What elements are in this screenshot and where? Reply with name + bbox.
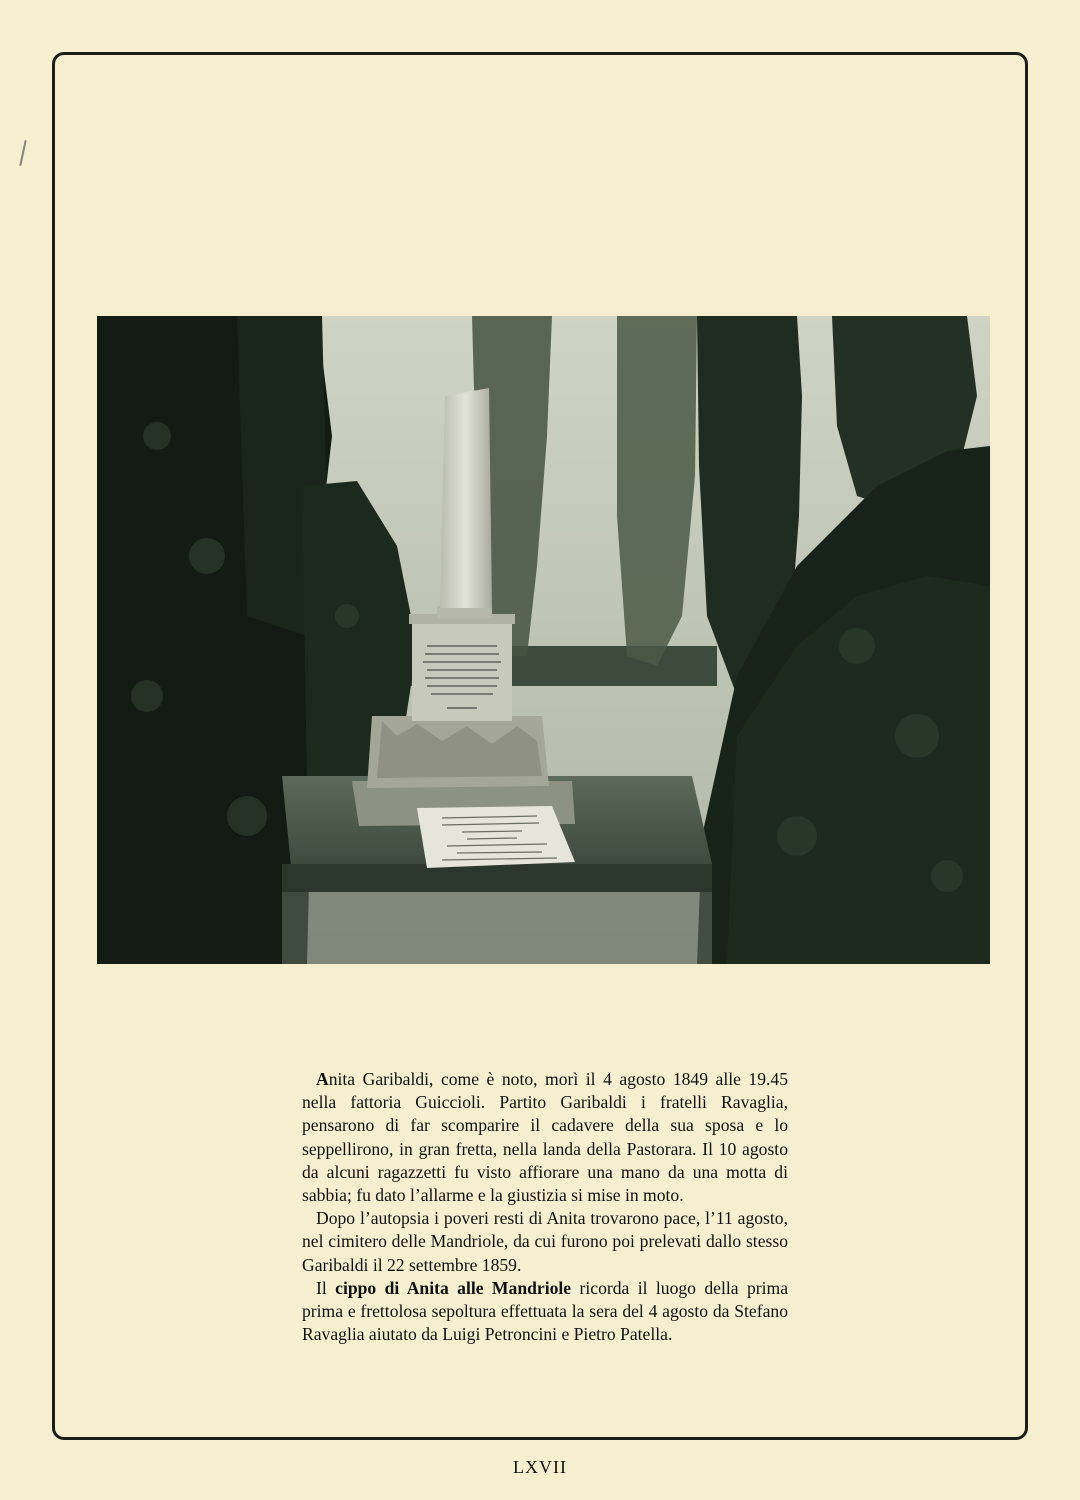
caption-emphasis: cippo di Anita alle Mandriole xyxy=(335,1277,572,1298)
monument-photo-illustration xyxy=(97,316,990,964)
monument-photograph xyxy=(97,316,990,964)
page-number: LXVII xyxy=(513,1457,567,1477)
caption-paragraph-1-text: nita Garibaldi, come è noto, morì il 4 agosto 1849 alle 19.45 nella fattoria Guiccioli. Partito Garibaldi i fratelli Ravaglia, pensarono di far scomparire il cadavere della sua sposa e lo seppellirono, in gran fretta, nella landa della Pastorara. Il 10 agosto da alcuni ragazzetti fu visto affiorare una mano da una motta di sabbia; fu dato l’allarme e la giustizia si mise in moto. xyxy=(302,1069,788,1206)
caption-text xyxy=(302,1068,788,1346)
drop-initial: A xyxy=(316,1069,329,1089)
caption-paragraph-3-text: ricorda il luogo della prima prima e frettolosa sepoltura effettuata la sera del 4 agosto da Stefano Ravaglia aiutato da Luigi Petroncini e Pietro Patella. xyxy=(302,1277,788,1345)
caption-paragraph-1 xyxy=(302,1068,788,1207)
caption-paragraph-2: Dopo l’autopsia i poveri resti di Anita trovarono pace, l’11 agosto, nel cimitero delle Mandriole, da cui furono poi prelevati dallo stesso Garibaldi il 22 settembre 1859. xyxy=(302,1208,788,1275)
caption-paragraph-3-lead: Il xyxy=(316,1277,336,1298)
margin-pencil-mark xyxy=(19,140,26,166)
caption-paragraph-3 xyxy=(302,1277,788,1347)
